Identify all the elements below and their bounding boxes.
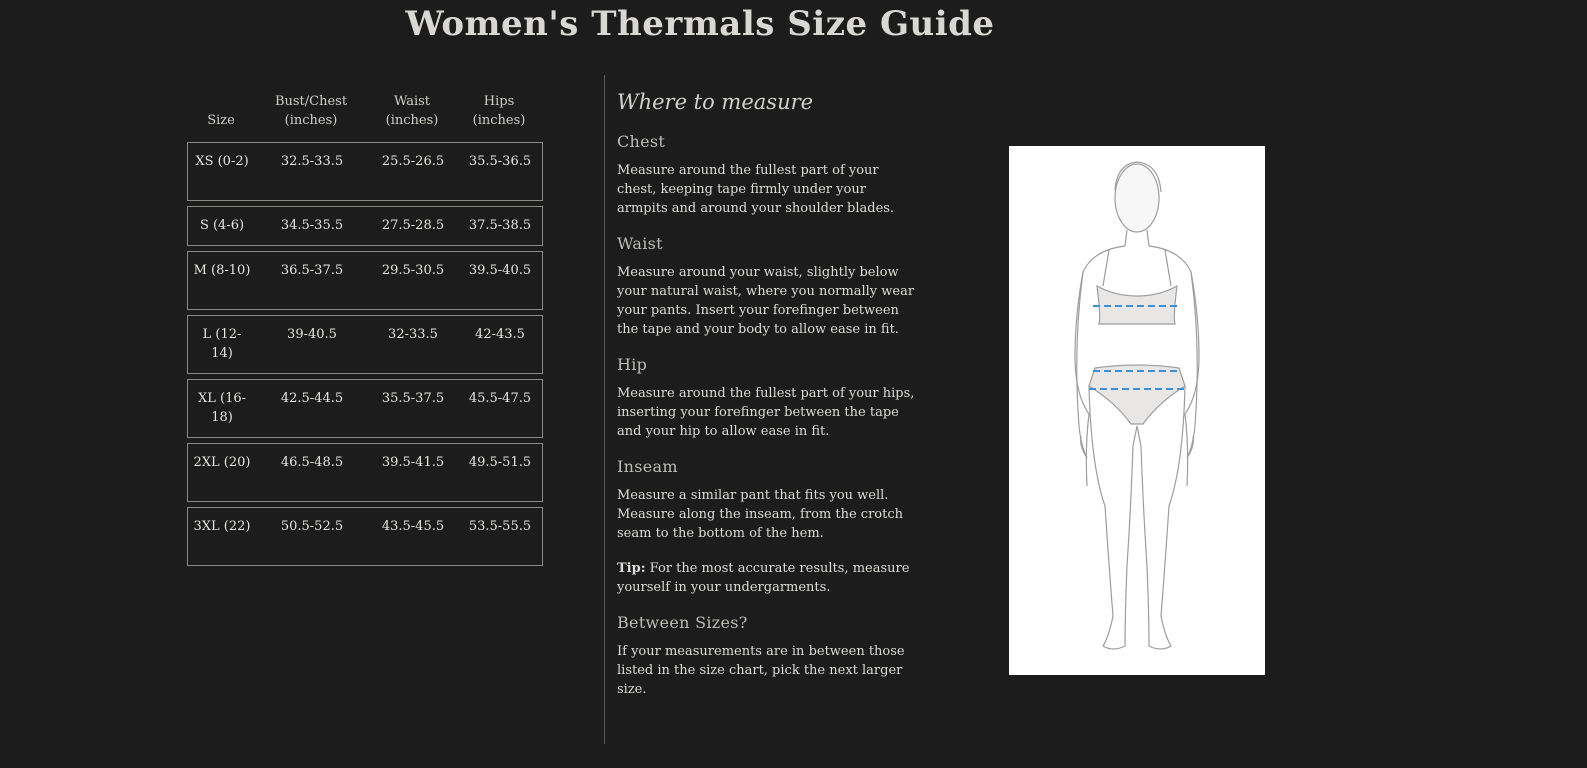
table-row bbox=[187, 379, 543, 438]
between-sizes-text: If your measurements are in between those listed in the size chart, pick the next larger size. bbox=[617, 644, 905, 697]
cell-size: S (4-6) bbox=[199, 218, 245, 233]
chest-text: Measure around the fullest part of your chest, keeping tape firmly under your armpits and around your shoulder blades. bbox=[617, 163, 895, 216]
tip-body: For the most accurate results, measure yourself in your undergarments. bbox=[617, 561, 910, 595]
table-row bbox=[187, 443, 543, 502]
inseam-title: Inseam bbox=[617, 457, 678, 476]
cell-size: 3XL (22) bbox=[193, 519, 251, 534]
hip-text: Measure around the fullest part of your hips, inserting your forefinger between the tape and your hip to allow ease in fit. bbox=[617, 386, 915, 439]
guide-heading: Where to measure bbox=[617, 90, 814, 114]
header-hips: Hips (inches) bbox=[472, 94, 526, 128]
cell-bust: 39-40.5 bbox=[287, 327, 337, 342]
cell-size: L (12-14) bbox=[202, 327, 242, 361]
cell-hips: 53.5-55.5 bbox=[468, 519, 532, 534]
table-row bbox=[187, 206, 543, 246]
cell-waist: 35.5-37.5 bbox=[381, 391, 445, 406]
cell-bust: 46.5-48.5 bbox=[280, 455, 344, 470]
measure-guide bbox=[617, 90, 917, 715]
between-sizes-title: Between Sizes? bbox=[617, 613, 748, 632]
body-figure-icon bbox=[1009, 146, 1265, 675]
header-size: Size bbox=[207, 113, 235, 128]
cell-waist: 27.5-28.5 bbox=[381, 218, 445, 233]
table-row bbox=[187, 507, 543, 566]
table-header bbox=[187, 86, 543, 130]
table-row bbox=[187, 142, 543, 201]
cell-waist: 39.5-41.5 bbox=[381, 455, 445, 470]
cell-waist: 29.5-30.5 bbox=[381, 263, 445, 278]
header-bust: Bust/Chest (inches) bbox=[274, 94, 348, 128]
page-title: Women's Thermals Size Guide bbox=[405, 4, 995, 44]
cell-bust: 32.5-33.5 bbox=[280, 154, 344, 169]
cell-hips: 49.5-51.5 bbox=[468, 455, 532, 470]
chest-title: Chest bbox=[617, 132, 666, 151]
table-row bbox=[187, 251, 543, 310]
cell-bust: 42.5-44.5 bbox=[280, 391, 344, 406]
cell-hips: 35.5-36.5 bbox=[468, 154, 532, 169]
hip-title: Hip bbox=[617, 355, 648, 374]
cell-waist: 32-33.5 bbox=[388, 327, 438, 342]
tip-label: Tip: bbox=[617, 561, 646, 576]
cell-waist: 43.5-45.5 bbox=[381, 519, 445, 534]
cell-waist: 25.5-26.5 bbox=[381, 154, 445, 169]
cell-size: M (8-10) bbox=[193, 263, 251, 278]
body-measure-illustration bbox=[1009, 146, 1265, 675]
cell-bust: 36.5-37.5 bbox=[280, 263, 344, 278]
cell-hips: 42-43.5 bbox=[475, 327, 525, 342]
waist-text: Measure around your waist, slightly below your natural waist, where you normally wear your pants. Insert your forefinger between the tape and your body to allow ease in fit. bbox=[617, 265, 915, 337]
cell-hips: 39.5-40.5 bbox=[468, 263, 532, 278]
tip-text bbox=[617, 559, 917, 597]
cell-hips: 37.5-38.5 bbox=[468, 218, 532, 233]
vertical-divider bbox=[604, 75, 605, 744]
cell-size: XS (0-2) bbox=[195, 154, 249, 169]
table-row bbox=[187, 315, 543, 374]
cell-bust: 50.5-52.5 bbox=[280, 519, 344, 534]
waist-title: Waist bbox=[617, 234, 663, 253]
cell-bust: 34.5-35.5 bbox=[280, 218, 344, 233]
header-waist: Waist (inches) bbox=[385, 94, 439, 128]
cell-size: 2XL (20) bbox=[193, 455, 251, 470]
size-table bbox=[187, 86, 543, 571]
cell-size: XL (16-18) bbox=[197, 391, 247, 425]
cell-hips: 45.5-47.5 bbox=[468, 391, 532, 406]
inseam-text: Measure a similar pant that fits you well. Measure along the inseam, from the crotch seam to the bottom of the hem. bbox=[617, 488, 903, 541]
